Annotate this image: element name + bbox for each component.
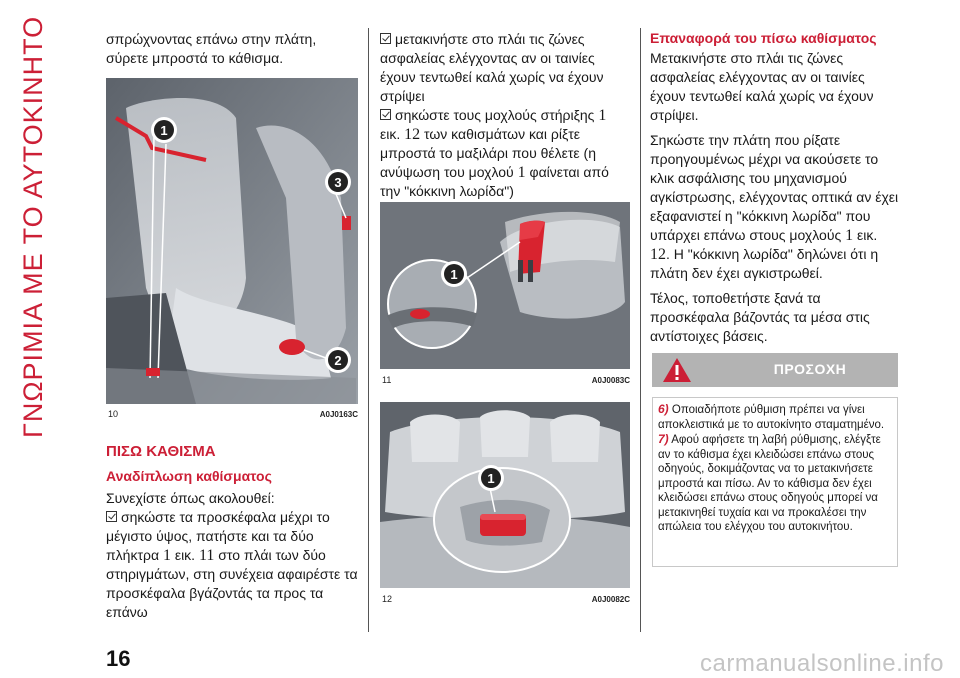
callout-3: 3 [334, 175, 342, 190]
section-side-title: ΓΝΩΡΙΜΙΑ ΜΕ ΤΟ ΑΥΤΟΚΙΝΗΤΟ [18, 15, 48, 438]
rear-seat-section [106, 443, 358, 622]
figure-10-front-seat [106, 78, 358, 404]
warning-item-6: 6) Οποιαδήποτε ρύθμιση πρέπει να γίνει αποκλειστικά με το αυτοκίνητο σταματημένο. [658, 402, 885, 431]
column-2 [380, 30, 630, 201]
restore-p2: Σηκώστε την πλάτη που ρίξατε προηγουμένως μέχρι να ακούσετε το κλικ ασφάλισης του μηχανισμού αγκίστρωσης, ελέγχοντας οπτικά αν έχει εξαφανιστεί η "κόκκινη λωρίδα" που υπάρχει επάνω στους μοχλούς 1 εικ. 12. Η "κόκκινη λωρίδα" δηλώνει ότι η πλάτη δεν έχει αγκιστρωθεί. [650, 132, 899, 281]
callout-1: 1 [487, 471, 495, 486]
figure-12-code: A0J0082C [591, 595, 630, 604]
rear-seat-illustration [380, 402, 630, 588]
front-seat-illustration [106, 78, 358, 404]
warning-triangle-icon [662, 357, 692, 383]
page-number: 16 [106, 646, 131, 671]
warning-header [652, 353, 898, 387]
callout-1: 1 [160, 123, 168, 138]
continue-text: Συνεχίστε όπως ακολουθεί: [106, 490, 275, 506]
figure-12-rear-seat [380, 402, 630, 588]
callout-2: 2 [334, 353, 342, 368]
column-3 [650, 30, 900, 346]
warning-item-7: 7) Αφού αφήσετε τη λαβή ρύθμισης, ελέγξτε αν το κάθισμα έχει κλειδώσει επάνω στους οδηγούς, δοκιμάζοντας να το μετακινήσετε μπροστά και πίσω. Αν το κάθισμα δεν έχει κλειδώσει επάνω στους οδηγούς μπορεί να μετακινηθεί τυχαία και να προκαλέσει την απώλεια του ελέγχου του αυτοκινήτου. [658, 432, 881, 533]
checkbox-bullet-icon [106, 511, 117, 522]
figure-11-headrest [380, 202, 630, 369]
callout-1: 1 [450, 267, 458, 282]
column-divider-2 [640, 28, 641, 632]
step-c-text: σηκώστε τους μοχλούς στήριξης 1 εικ. 12 των καθισμάτων και ρίξτε μπροστά το μαξιλάρι που θέλετε (η ανύψωση του μοχλού 1 φαίνεται από την "κόκκινη λωρίδα") [380, 107, 609, 199]
restore-p1: Μετακινήστε στο πλάι τις ζώνες ασφαλείας ελέγχοντας αν οι ταινίες έχουν τεντωθεί καλά χωρίς να έχουν στρίψει. [650, 50, 874, 123]
figure-10-number: 10 [108, 409, 119, 419]
warning-box [652, 397, 898, 567]
headrest-illustration [380, 202, 630, 369]
fold-seat-subheading: Αναδίπλωση καθίσματος [106, 468, 272, 484]
column-1 [106, 30, 358, 68]
step-a-text: σηκώστε τα προσκέφαλα μέχρι το μέγιστο ύψος, πατήστε και τα δύο πλήκτρα 1 εικ. 11 στο πλάι των δύο στηριγμάτων, στη συνέχεια αφαιρέστε τα προσκέφαλα βγάζοντάς τα προς τα επάνω [106, 509, 358, 620]
restore-p3: Τέλος, τοποθετήστε ξανά τα προσκέφαλα βάζοντάς τα μέσα στις αντίστοιχες βάσεις. [650, 290, 870, 344]
checkbox-bullet-icon [380, 109, 391, 120]
restore-seat-heading: Επαναφορά του πίσω καθίσματος [650, 30, 877, 46]
intro-text: σπρώχνοντας επάνω στην πλάτη, σύρετε μπροστά το κάθισμα. [106, 31, 317, 66]
figure-11-code: A0J0083C [591, 376, 630, 385]
figure-12-number: 12 [382, 594, 393, 604]
checkbox-bullet-icon [380, 33, 391, 44]
rear-seat-heading: ΠΙΣΩ ΚΑΘΙΣΜΑ [106, 443, 216, 460]
figure-10-code: A0J0163C [319, 410, 358, 419]
warning-title: ΠΡΟΣΟΧΗ [773, 361, 847, 377]
step-b-text: μετακινήστε στο πλάι τις ζώνες ασφαλείας ελέγχοντας αν οι ταινίες έχουν τεντωθεί καλά χωρίς να έχουν στρίψει [380, 31, 604, 104]
watermark: carmanualsonline.info [700, 650, 944, 677]
column-divider-1 [368, 28, 369, 632]
figure-11-number: 11 [382, 375, 392, 385]
